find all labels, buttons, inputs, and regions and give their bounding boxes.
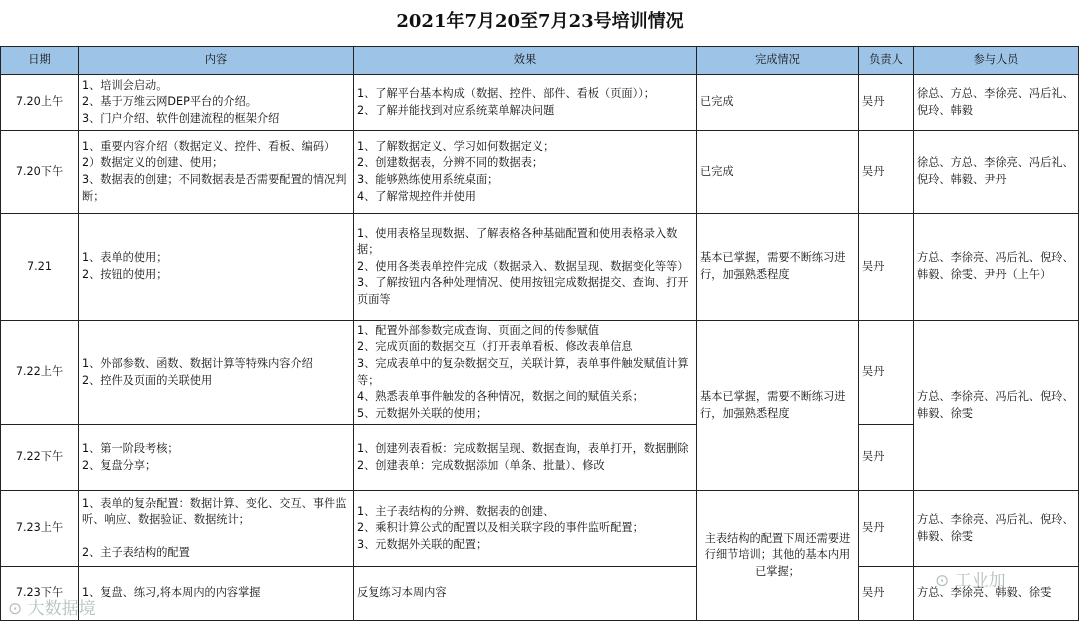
content-cell: 1、培训会启动。 2、基于万维云网DEP平台的介绍。 3、门户介绍、软件创建流程的框架介绍 [79, 75, 354, 131]
table-row [1, 214, 1079, 321]
effect-cell: 1、创建列表看板：完成数据呈现、数据查询，表单打开，数据删除 2、创建表单：完成数据添加（单条、批量）、修改 [354, 425, 697, 491]
content-cell: 1、外部参数、函数、数据计算等特殊内容介绍 2、控件及页面的关联使用 [79, 321, 354, 425]
table-row [1, 567, 1079, 621]
header-participants: 参与人员 [914, 47, 1079, 75]
header-content: 内容 [79, 47, 354, 75]
owner-cell: 吴丹 [859, 567, 914, 621]
participants-cell: 方总、李徐亮、冯后礼、倪玲、韩毅、徐雯、尹丹（上午） [914, 214, 1079, 321]
date-cell: 7.22下午 [1, 425, 79, 491]
date-cell: 7.22上午 [1, 321, 79, 425]
header-status: 完成情况 [697, 47, 859, 75]
status-cell: 已完成 [697, 75, 859, 131]
content-cell: 1、第一阶段考核； 2、复盘分享； [79, 425, 354, 491]
effect-cell: 1、了解平台基本构成（数据、控件、部件、看板（页面））； 2、了解并能找到对应系统菜单解决问题 [354, 75, 697, 131]
date-cell: 7.20上午 [1, 75, 79, 131]
owner-cell: 吴丹 [859, 214, 914, 321]
wechat-icon: ⊙ [8, 599, 23, 619]
owner-cell: 吴丹 [859, 75, 914, 131]
owner-cell: 吴丹 [859, 131, 914, 214]
content-cell: 1、重要内容介绍（数据定义、控件、看板、编码） 2）数据定义的创建、使用； 3、数据表的创建；不同数据表是否需要配置的情况判断； [79, 131, 354, 214]
table-row [1, 321, 1079, 425]
table-row [1, 491, 1079, 567]
content-cell: 1、复盘、练习,将本周内的内容掌握 [79, 567, 354, 621]
status-cell: 已完成 [697, 131, 859, 214]
table-row [1, 75, 1079, 131]
training-table [0, 46, 1079, 621]
date-cell: 7.23下午 [1, 567, 79, 621]
participants-cell: 徐总、方总、李徐亮、冯后礼、倪玲、韩毅、尹丹 [914, 131, 1079, 214]
effect-cell: 1、配置外部参数完成查询、页面之间的传参赋值 2、完成页面的数据交互（打开表单看板、修改表单信息 3、完成表单中的复杂数据交互，关联计算，表单事件触发赋值计算等； 4、熟悉表单事件触发的各种情况，数据之间的赋值关系； 5、元数据外关联的使用； [354, 321, 697, 425]
date-cell: 7.23上午 [1, 491, 79, 567]
header-owner: 负责人 [859, 47, 914, 75]
header-date: 日期 [1, 47, 79, 75]
watermark-left: ⊙ 大数据境 [8, 599, 96, 619]
participants-cell: 方总、李徐亮、冯后礼、倪玲、韩毅、徐雯 [914, 321, 1079, 491]
participants-cell: 徐总、方总、李徐亮、冯后礼、倪玲、韩毅 [914, 75, 1079, 131]
header-effect: 效果 [354, 47, 697, 75]
participants-cell: 方总、李徐亮、冯后礼、倪玲、韩毅、徐雯 [914, 491, 1079, 567]
wechat-icon: ⊙ [935, 571, 950, 591]
effect-cell: 1、使用表格呈现数据、了解表格各种基础配置和使用表格录入数据； 2、使用各类表单控件完成（数据录入、数据呈现、数据变化等等） 3、了解按钮内各种处理情况、使用按钮完成数据提交、查询、打开页面等 [354, 214, 697, 321]
status-cell: 主表结构的配置下周还需要进行细节培训；其他的基本内用已掌握； [697, 491, 859, 621]
watermark-right: ⊙ 工业加 [935, 571, 1006, 591]
effect-cell: 1、了解数据定义、学习如何数据定义； 2、创建数据表，分辨不同的数据表； 3、能够熟练使用系统桌面； 4、了解常规控件并使用 [354, 131, 697, 214]
status-cell: 基本已掌握，需要不断练习进行，加强熟悉程度 [697, 214, 859, 321]
effect-cell: 反复练习本周内容 [354, 567, 697, 621]
page-title: 2021年7月20至7月23号培训情况 [396, 11, 684, 32]
owner-cell: 吴丹 [859, 425, 914, 491]
status-cell: 基本已掌握，需要不断练习进行，加强熟悉程度 [697, 321, 859, 491]
date-cell: 7.20下午 [1, 131, 79, 214]
effect-cell: 1、主子表结构的分辨、数据表的创建、 2、乘积计算公式的配置以及相关联字段的事件监听配置； 3、元数据外关联的配置； [354, 491, 697, 567]
participants-cell: 方总、李徐亮、韩毅、徐雯 [914, 567, 1079, 621]
owner-cell: 吴丹 [859, 321, 914, 425]
owner-cell: 吴丹 [859, 491, 914, 567]
content-cell: 1、表单的使用； 2、按钮的使用； [79, 214, 354, 321]
content-cell: 1、表单的复杂配置：数据计算、变化、交互、事件监听、响应、数据验证、数据统计； 2、主子表结构的配置 [79, 491, 354, 567]
date-cell: 7.21 [1, 214, 79, 321]
header-row [1, 47, 1079, 75]
table-row [1, 131, 1079, 214]
